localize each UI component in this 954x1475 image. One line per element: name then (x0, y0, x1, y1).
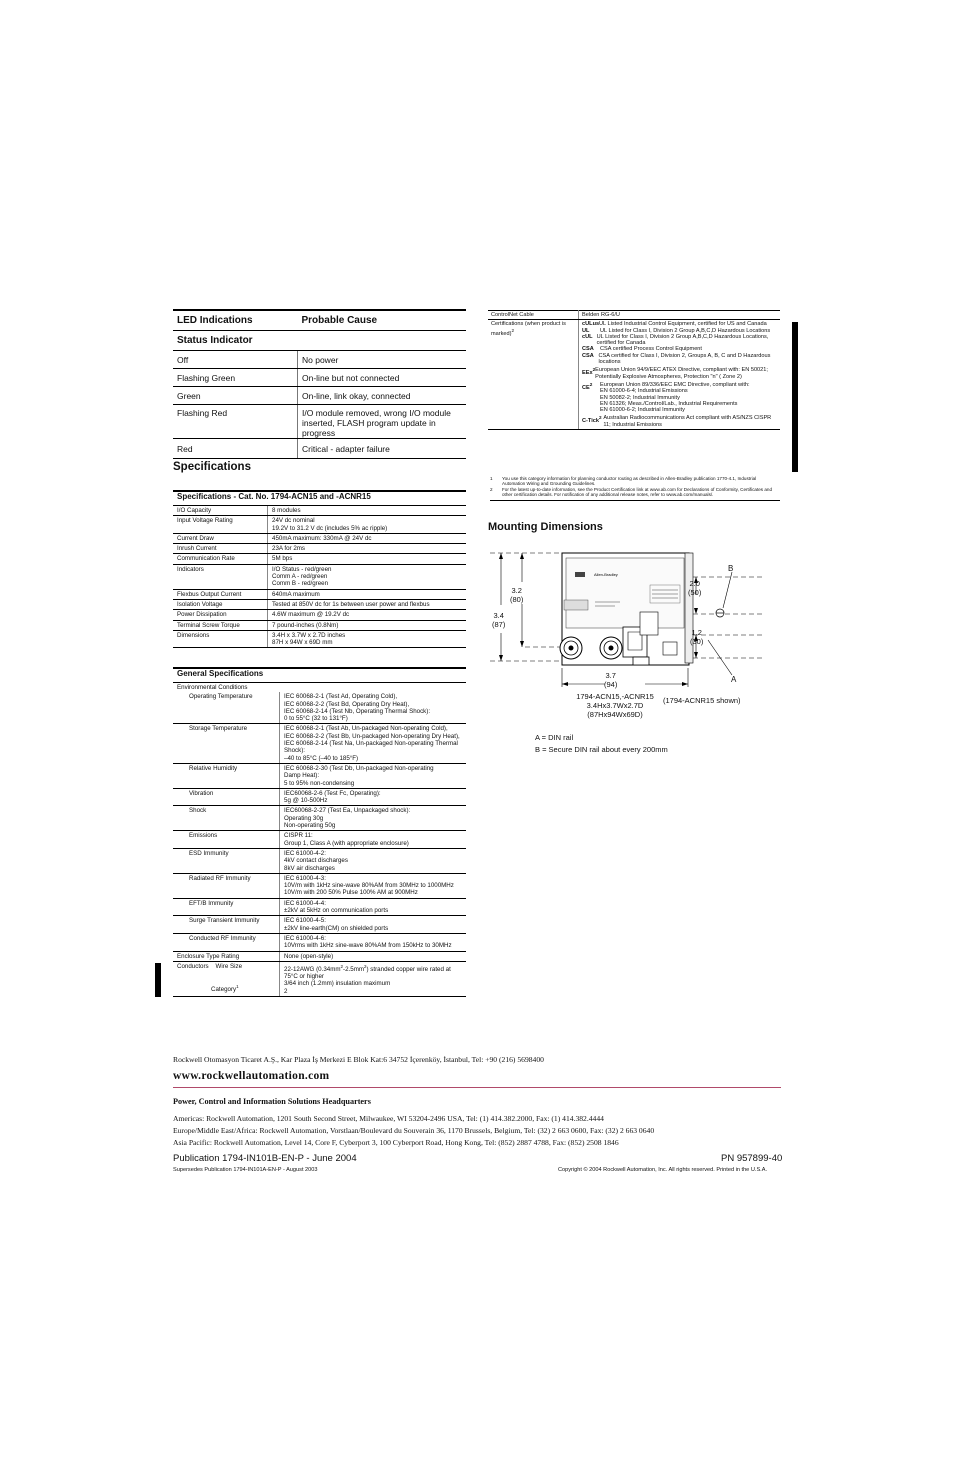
spec-label: Inrush Current (173, 544, 268, 554)
cert-list (579, 320, 781, 430)
right-side-band (792, 322, 798, 472)
sup-a: 2 (340, 963, 344, 969)
cert-item (582, 334, 777, 347)
led-cell: Flashing Green (173, 369, 298, 387)
spec-label: Communication Rate (173, 554, 268, 564)
spec-value: 4.6W maximum @ 19.2V dc (268, 610, 467, 620)
certifications-label-cell (488, 320, 579, 430)
cert-mark-sup: 2 (589, 381, 593, 387)
dim-inner-in: 3.2 (511, 586, 522, 595)
cert-item (582, 353, 777, 366)
led-cell: Flashing Red (173, 405, 298, 439)
cert-mark-cell (582, 382, 600, 413)
gen-label: Shock (173, 806, 280, 831)
dim-rail-top (688, 579, 701, 597)
gen-value: IEC 61000-4-4: ±2kV at 5kHz on communication ports (280, 898, 467, 916)
footnote-item (490, 487, 780, 498)
gen-label: Surge Transient Immunity (173, 916, 280, 934)
general-spec-caption: General Specifications (173, 668, 466, 683)
supersedes: Supersedes Publication 1794-IN101A-EN-P - August 2003 (173, 1167, 318, 1173)
cert-text: UL Listed for Class I, Division 2 Group A,B,C,D Hazardous Locations, certified for Canada (596, 333, 769, 347)
cert-mark: UL (582, 327, 590, 334)
wire-size-b: -2.5mm (343, 965, 365, 973)
cause-cell: On-line but not connected (298, 369, 467, 387)
publication-number: Publication 1794-IN101B-EN-P - June 2004 (173, 1153, 357, 1164)
enclosure-label: Enclosure Type Rating (173, 951, 280, 961)
cause-cell: Critical - adapter failure (298, 439, 467, 459)
sup-b: 2 (364, 963, 367, 969)
mounting-legend (535, 732, 668, 756)
cable-label: ControlNet Cable (488, 311, 579, 320)
dim-rail-bottom-in: 1.2 (691, 628, 702, 637)
spec-value: 5M bps (268, 554, 467, 564)
cert-item (582, 367, 777, 380)
americas-address: Americas: Rockwell Automation, 1201 South Second Street, Milwaukee, WI 53204-2496 USA, Tel: (1) 414.382.2000, Fax: (1) 414.382.4444 (173, 1114, 604, 1123)
category-value: 2 (284, 987, 288, 995)
legend-a: A = DIN rail (535, 733, 574, 742)
cert-mark: cULus (582, 321, 600, 328)
spec-label: Input Voltage Rating (173, 516, 268, 534)
dim-width (604, 671, 617, 689)
mounting-dimensions-heading: Mounting Dimensions (488, 521, 603, 533)
wire-size-a: 22-12AWG (0.34mm (284, 965, 341, 973)
footnote-number: 1 (490, 476, 493, 481)
cert-item (582, 415, 777, 428)
gen-label: Vibration (173, 788, 280, 806)
spec-value: 640mA maximum (268, 589, 467, 599)
env-conditions-label: Environmental Conditions (177, 684, 248, 691)
istanbul-address: Rockwell Otomasyon Ticaret A.Ş., Kar Plaza İş Merkezi E Blok Kat:6 34752 İçerenköy, İstanbul, Tel: +90 (216) 5698400 (173, 1055, 544, 1064)
gen-label: Storage Temperature (173, 724, 280, 763)
led-indications-table (173, 309, 466, 459)
asia-address: Asia Pacific: Rockwell Automation, Level 14, Core F, Cyberport 3, 100 Cyberport Road, Hong Kong, Tel: (852) 2887 4788, Fax: (852) 2508 1846 (173, 1138, 619, 1147)
dim-rail-top-mm: (50) (688, 588, 702, 597)
cert-mark-cell (582, 367, 595, 380)
cert-mark: cUL (582, 333, 593, 340)
spec-value: 3.4H x 3.7W x 2.7D inches 87H x 94W x 69D mm (268, 630, 467, 648)
cause-cell: No power (298, 351, 467, 369)
copyright: Copyright © 2004 Rockwell Automation, Inc. All rights reserved. Printed in the U.S.A. (558, 1167, 768, 1173)
cert-footnote-ref: 2 (511, 327, 515, 333)
gen-label: Operating Temperature (173, 692, 280, 724)
spec-value: 24V dc nominal 19.2V to 31.2 V dc (includes 5% ac ripple) (268, 516, 467, 534)
cert-mark-sup: 2 (599, 415, 602, 421)
led-cell: Green (173, 387, 298, 405)
spec-label: Isolation Voltage (173, 599, 268, 609)
dim-width-in: 3.7 (605, 671, 616, 680)
dim-width-mm: (94) (604, 680, 618, 689)
model-name: 1794-ACN15,-ACNR15 (576, 692, 654, 701)
conductors-value-cell (280, 961, 467, 996)
gen-label: Conducted RF Immunity (173, 933, 280, 951)
cert-text: Australian Radiocommunications Act compliant with AS/NZS CISPR 11; Industrial Emissions (603, 415, 772, 428)
cert-item (582, 382, 777, 413)
left-side-band (155, 963, 161, 997)
gen-value: IEC 60068-2-1 (Test Ad, Operating Cold), IEC 60068-2-2 (Test Bd, Operating Dry Heat), IEC 60068-2-14 (Test Nb, Operating Thermal Shock): 0 to 55°C (32 to 131°F) (280, 692, 467, 724)
spec-value: 8 modules (268, 506, 467, 516)
spec-value: I/O Status - red/green Comm A - red/green Comm B - red/green (268, 564, 467, 589)
cert-mark: CSA (582, 346, 594, 353)
conductors-cell (173, 961, 280, 996)
dim-rail-bottom-mm: (30) (690, 637, 704, 646)
gen-value: CISPR 11: Group 1, Class A (with appropriate enclosure) (280, 831, 467, 849)
gen-value: IEC 60068-2-30 (Test Db, Un-packaged Non-operating Damp Heat): 5 to 95% non-condensing (280, 763, 467, 788)
spec-table-caption: Specifications - Cat. No. 1794-ACN15 and -ACNR15 (173, 491, 466, 506)
hq-title: Power, Control and Information Solutions Headquarters (173, 1097, 371, 1106)
footnote-text: For the latest up-to-date information, see the Product Certification link at www.ab.com for Declarations of Conformity, Certificates and other certification details. For notification of any additional release notes, refer to www.ab.com/manuals/. (502, 486, 773, 497)
certification-table (488, 310, 780, 430)
footnote-item (490, 476, 780, 487)
spec-label: Dimensions (173, 630, 268, 648)
certifications-label: Certifications (when product is marked) (491, 321, 566, 337)
cert-mark: EEx (582, 370, 593, 377)
footnotes (490, 476, 780, 501)
spec-table (173, 490, 466, 648)
cert-mark-sup: 2 (592, 367, 596, 373)
led-cell: Red (173, 439, 298, 459)
label-a: A (731, 675, 737, 684)
spec-label: Power Dissipation (173, 610, 268, 620)
specifications-heading: Specifications (173, 461, 251, 473)
spec-label: Current Draw (173, 533, 268, 543)
cert-text: European Union 94/9/EEC ATEX Directive, compliant with: EN 50021; Potentially Explosive Atmospheres, Protection "n" ( Zone 2) (595, 367, 768, 380)
spec-label: Indicators (173, 564, 268, 589)
model-size-mm: (87Hx94Wx69D) (587, 710, 643, 719)
gen-label: Emissions (173, 831, 280, 849)
svg-text:Allen-Bradley: Allen-Bradley (594, 572, 618, 577)
legend-b: B = Secure DIN rail about every 200mm (535, 745, 668, 754)
spec-value: Tested at 850V dc for 1s between user power and flexbus (268, 599, 467, 609)
status-indicator-subheader: Status Indicator (173, 331, 466, 351)
cause-cell: On-line, link okay, connected (298, 387, 467, 405)
gen-value: IEC60068-2-27 (Test Ea, Unpackaged shock): Operating 30g Non-operating 50g (280, 806, 467, 831)
cert-text: CSA certified Process Control Equipment (600, 346, 702, 353)
spec-value: 450mA maximum: 330mA @ 24V dc (268, 533, 467, 543)
gen-value: IEC 61000-4-3: 10V/m with 1kHz sine-wave 80%AM from 30MHz to 1000MHz 10V/m with 200 50% Pulse 100% AM at 900MHz (280, 873, 467, 898)
gen-value: IEC 61000-4-5: ±2kV line-earth(CM) on shielded ports (280, 916, 467, 934)
cert-text: CSA certified for Class I, Division 2, Groups A, B, C and D Hazardous locations (598, 352, 771, 366)
cert-text: UL Listed for Class I, Division 2 Group A,B,C,D Hazardous Locations (600, 327, 771, 334)
led-cell: Off (173, 351, 298, 369)
footnote-number: 2 (490, 486, 493, 492)
general-spec-table (173, 667, 466, 997)
footnote-text: You use this category information for planning conductor routing as described in Allen-Bradley publication 1770-4.1, Industrial Automation Wiring and Grounding Guidelines. (502, 476, 757, 487)
gen-value: IEC 60068-2-1 (Test Ab, Un-packaged Non-operating Cold), IEC 60068-2-2 (Test Bb, Un-packaged Non-operating Dry Heat), IEC 60068-2-14 (Test Na, Un-packaged Non-operating Thermal Shock): –40 to 85°C (–40 to 185°F) (280, 724, 467, 763)
wire-size-d: 3/64 inch (1.2mm) insulation maximum (284, 980, 391, 988)
dim-outer-mm: (87) (492, 620, 506, 629)
model-size-in: 3.4Hx3.7Wx2.7D (586, 701, 644, 710)
cert-mark: CSA (582, 352, 594, 359)
gen-value: IEC60068-2-6 (Test Fc, Operating): 5g @ 10-500Hz (280, 788, 467, 806)
gen-value: IEC 61000-4-6: 10Vrms with 1kHz sine-wave 80%AM from 150kHz to 30MHz (280, 933, 467, 951)
shown-caption: (1794-ACNR15 shown) (663, 696, 741, 705)
label-b: B (728, 564, 734, 573)
dim-height-outer (492, 611, 505, 629)
model-caption (560, 692, 670, 719)
cert-mark: CE (582, 384, 590, 391)
cert-text: UL Listed Industrial Control Equipment, certified for US and Canada (599, 321, 767, 328)
gen-label: Relative Humidity (173, 763, 280, 788)
wire-size-label: Wire Size (215, 962, 243, 970)
cert-mark-cell (582, 415, 603, 428)
gen-label: Radiated RF Immunity (173, 873, 280, 898)
spec-label: Terminal Screw Torque (173, 620, 268, 630)
dim-rail-top-in: 2.0 (689, 579, 700, 588)
conductors-label: Conductors (177, 962, 209, 970)
cert-mark: C-Tick (582, 418, 599, 425)
gen-label: EFT/B Immunity (173, 898, 280, 916)
dim-height-inner (510, 586, 523, 604)
cause-cell: I/O module removed, wrong I/O module inserted, FLASH program update in progress (298, 405, 467, 439)
spec-label: Flexbus Output Current (173, 589, 268, 599)
pn-number: PN 957899-40 (721, 1153, 783, 1164)
europe-address: Europe/Middle East/Africa: Rockwell Automation, Vorstlaan/Boulevard du Souverain 36, 1170 Brussels, Belgium, Tel: (32) 2 663 0600, Fax: (32) 2 663 0640 (173, 1126, 655, 1135)
category-footnote-ref: 1 (236, 984, 239, 990)
footer-divider (173, 1087, 781, 1088)
website-link[interactable]: www.rockwellautomation.com (173, 1070, 330, 1082)
dim-outer-in: 3.4 (493, 611, 504, 620)
category-label: Category (211, 986, 237, 994)
gen-label: ESD Immunity (173, 848, 280, 873)
cable-value: Belden RG-6/U (579, 311, 781, 320)
led-col1-header: LED Indications (173, 310, 298, 331)
dim-rail-bottom (690, 628, 703, 646)
dim-inner-mm: (80) (510, 595, 524, 604)
gen-value: IEC 61000-4-2: 4kV contact discharges 8kV air discharges (280, 848, 467, 873)
spec-label: I/O Capacity (173, 506, 268, 516)
led-col2-header: Probable Cause (298, 310, 467, 331)
enclosure-value: None (open-style) (280, 951, 467, 961)
wire-size-c: ) stranded copper wire rated at 75°C or higher (284, 965, 451, 981)
spec-value: 7 pound-inches (0.8Nm) (268, 620, 467, 630)
spec-value: 23A for 2ms (268, 544, 467, 554)
cert-text: European Union 89/336/EEC EMC Directive, compliant with: EN 61000-6-4; Industrial Emissions EN 50082-2; Industrial Immunity EN 61326; Meas./Control/Lab., Industrial Requirements EN 61000-6-2; Industrial Immunity (600, 381, 750, 414)
